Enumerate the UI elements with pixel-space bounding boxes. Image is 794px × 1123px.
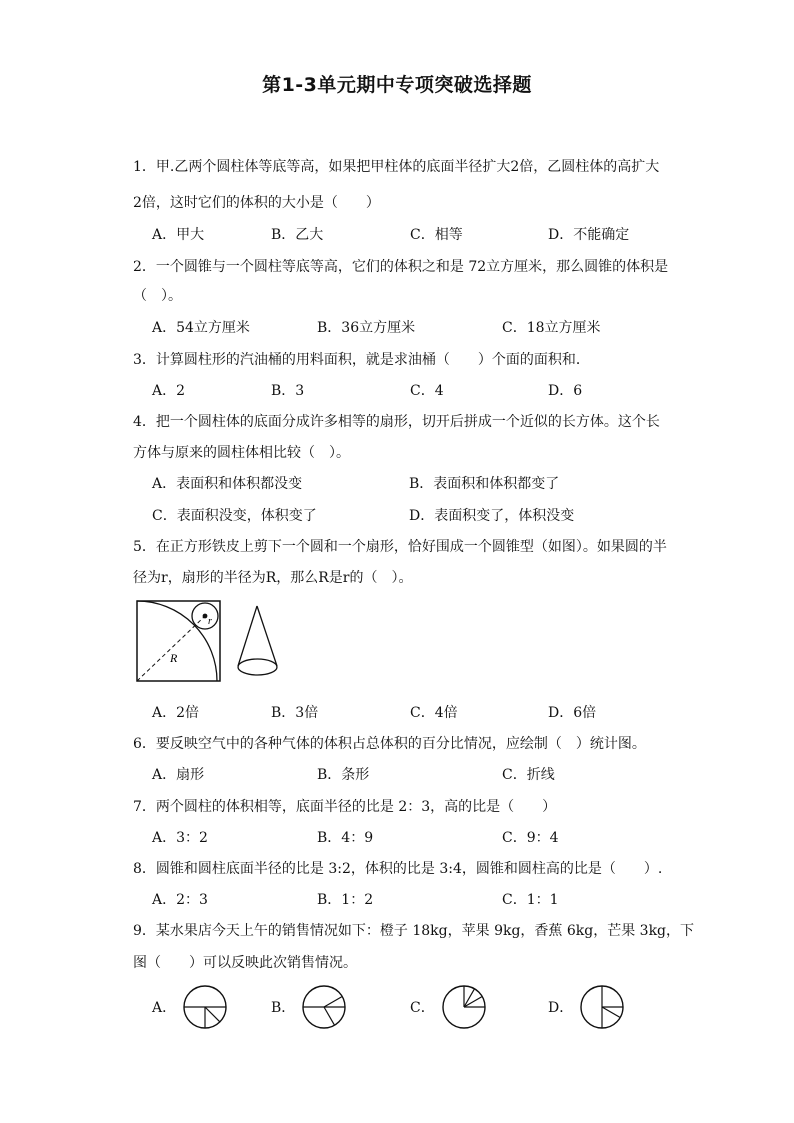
question-7-line-1: 7．两个圆柱的体积相等，底面半径的比是 2：3，高的比是（ ） bbox=[133, 799, 557, 815]
q1-option-d[interactable]: D．不能确定 bbox=[548, 227, 630, 243]
q9-option-a-label: A． bbox=[152, 1000, 177, 1016]
q2-option-a[interactable]: A．54立方厘米 bbox=[152, 320, 250, 336]
q4-option-b[interactable]: B．表面积和体积都变了 bbox=[409, 476, 560, 492]
small-radius-label: r bbox=[208, 616, 212, 627]
q4-option-a[interactable]: A．表面积和体积都没变 bbox=[152, 476, 303, 492]
q7-option-b[interactable]: B．4：9 bbox=[317, 830, 374, 846]
question-5-line-1: 5．在正方形铁皮上剪下一个圆和一个扇形，恰好围成一个圆锥型（如图）。如果圆的半 bbox=[133, 539, 667, 555]
q5-option-a[interactable]: A．2倍 bbox=[152, 705, 200, 721]
q7-option-c[interactable]: C．9：4 bbox=[502, 830, 559, 846]
question-9-line-1: 9．某水果店今天上午的销售情况如下：橙子 18kg，苹果 9kg，香蕉 6kg，芒果 3kg，下 bbox=[133, 923, 695, 939]
q9-option-d-label: D． bbox=[548, 1000, 574, 1016]
page-title: 第1-3单元期中专项突破选择题 bbox=[262, 74, 532, 96]
square-sector-circle-figure bbox=[134, 598, 224, 684]
q8-option-b[interactable]: B．1：2 bbox=[317, 892, 374, 908]
q8-option-a[interactable]: A．2：3 bbox=[152, 892, 208, 908]
question-2-line-2: （ ）。 bbox=[133, 288, 182, 304]
question-5-line-2: 径为r，扇形的半径为R，那么R是r的（ ）。 bbox=[133, 570, 413, 586]
q6-option-c[interactable]: C．折线 bbox=[502, 767, 555, 783]
circle-center-dot bbox=[203, 614, 208, 619]
q9-pie-b bbox=[301, 984, 347, 1030]
q2-option-c[interactable]: C．18立方厘米 bbox=[502, 320, 601, 336]
question-1-line-2: 2倍，这时它们的体积的大小是（ ） bbox=[133, 195, 380, 211]
q5-option-d[interactable]: D．6倍 bbox=[548, 705, 597, 721]
q3-option-b[interactable]: B．3 bbox=[271, 383, 305, 399]
q3-option-c[interactable]: C．4 bbox=[410, 383, 444, 399]
question-4-line-2: 方体与原来的圆柱体相比较（ ）。 bbox=[133, 445, 350, 461]
q9-pie-c bbox=[441, 984, 487, 1030]
q7-option-a[interactable]: A．3：2 bbox=[152, 830, 208, 846]
question-8-line-1: 8．圆锥和圆柱底面半径的比是 3:2，体积的比是 3:4，圆锥和圆柱高的比是（ ）. bbox=[133, 861, 663, 877]
question-9-line-2: 图（ ）可以反映此次销售情况。 bbox=[133, 955, 357, 971]
q9-option-c[interactable] bbox=[410, 984, 487, 1030]
q6-option-a[interactable]: A．扇形 bbox=[152, 767, 205, 783]
q8-option-c[interactable]: C．1：1 bbox=[502, 892, 559, 908]
q1-option-b[interactable]: B．乙大 bbox=[271, 227, 324, 243]
q3-option-d[interactable]: D．6 bbox=[548, 383, 583, 399]
q2-option-b[interactable]: B．36立方厘米 bbox=[317, 320, 416, 336]
q9-option-c-label: C． bbox=[410, 1000, 435, 1016]
question-2-line-1: 2．一个圆锥与一个圆柱等底等高，它们的体积之和是 72立方厘米，那么圆锥的体积是 bbox=[133, 259, 669, 275]
cone-figure bbox=[234, 604, 284, 680]
question-6-line-1: 6．要反映空气中的各种气体的体积占总体积的百分比情况，应绘制（ ）统计图。 bbox=[133, 736, 646, 752]
q3-option-a[interactable]: A．2 bbox=[152, 383, 186, 399]
sector-radius-dashed bbox=[137, 616, 205, 681]
q6-option-b[interactable]: B．条形 bbox=[317, 767, 370, 783]
q4-option-d[interactable]: D．表面积变了，体积没变 bbox=[409, 508, 575, 524]
q5-option-b[interactable]: B．3倍 bbox=[271, 705, 319, 721]
big-radius-label: R bbox=[170, 651, 178, 665]
q9-option-b-label: B． bbox=[271, 1000, 296, 1016]
q9-pie-d bbox=[579, 984, 625, 1030]
q1-option-a[interactable]: A．甲大 bbox=[152, 227, 205, 243]
q4-option-c[interactable]: C．表面积没变，体积变了 bbox=[152, 508, 317, 524]
cone-base bbox=[238, 659, 277, 675]
question-1-line-1: 1．甲.乙两个圆柱体等底等高，如果把甲柱体的底面半径扩大2倍，乙圆柱体的高扩大 bbox=[133, 159, 660, 175]
cone-right-side bbox=[257, 606, 277, 666]
question-4-line-1: 4．把一个圆柱体的底面分成许多相等的扇形，切开后拼成一个近似的长方体。这个长 bbox=[133, 414, 660, 430]
q9-pie-a bbox=[182, 984, 228, 1030]
q9-option-b[interactable] bbox=[271, 984, 347, 1030]
q9-option-d[interactable] bbox=[548, 984, 625, 1030]
question-3-line-1: 3．计算圆柱形的汽油桶的用料面积，就是求油桶（ ）个面的面积和． bbox=[133, 352, 590, 368]
cone-left-side bbox=[238, 606, 257, 666]
q5-option-c[interactable]: C．4倍 bbox=[410, 705, 458, 721]
q9-option-a[interactable] bbox=[152, 984, 228, 1030]
q1-option-c[interactable]: C．相等 bbox=[410, 227, 463, 243]
